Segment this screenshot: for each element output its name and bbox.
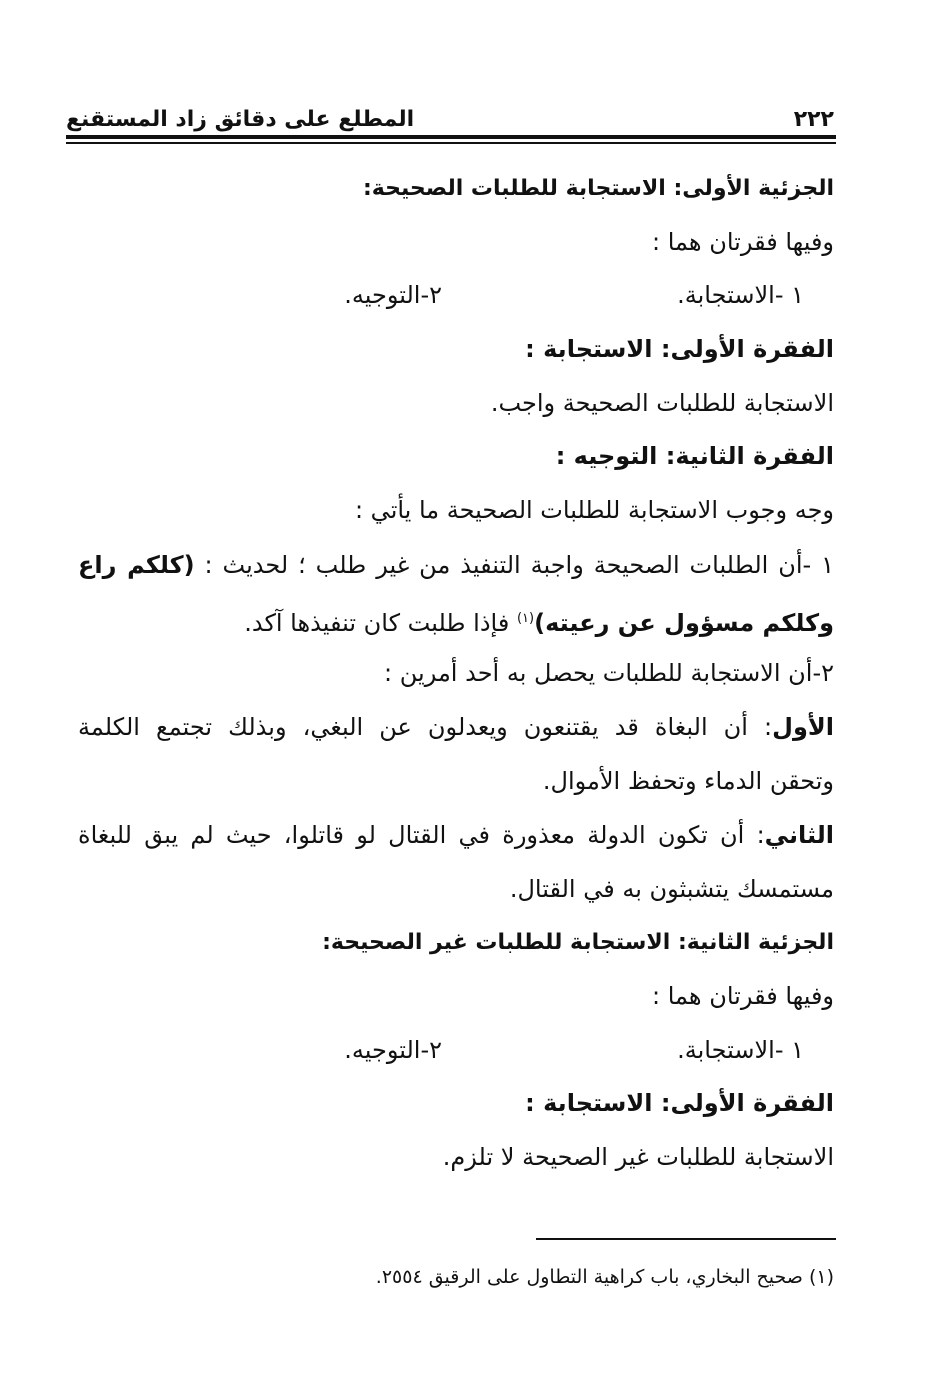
part1-item2: ٢-التوجيه.	[344, 281, 442, 309]
footnote-ref: (١)	[516, 611, 535, 626]
footnote: (١) صحيح البخاري، باب كراهية التطاول على الرقيق ٢٥٥٤.	[375, 1266, 834, 1288]
second-label: الثاني	[764, 821, 834, 849]
second-line2: مستمسك يتشبثون به في القتال.	[509, 875, 834, 903]
footnote-rule	[536, 1238, 836, 1240]
part1-intro: وفيها فقرتان هما :	[652, 228, 834, 256]
part1-para2-heading: الفقرة الثانية: التوجيه :	[555, 442, 834, 470]
point1-line2	[244, 602, 834, 640]
first-line1	[78, 710, 834, 744]
point1-line2-text: فإذا طلبت كان تنفيذها آكد.	[244, 609, 510, 637]
part2-para1-heading: الفقرة الأولى: الاستجابة :	[525, 1089, 834, 1117]
running-title: المطلع على دقائق زاد المستقنع	[66, 107, 415, 132]
first-text: : أن البغاة قد يقتنعون ويعدلون عن البغي، وبذلك تجتمع الكلمة	[78, 713, 773, 741]
part2-heading: الجزئية الثانية: الاستجابة للطلبات غير الصحيحة:	[322, 930, 834, 955]
second-line1	[78, 818, 834, 852]
page-header	[66, 98, 834, 132]
second-text: : أن تكون الدولة معذورة في القتال لو قاتلوا، حيث لم يبق للبغاة	[78, 821, 765, 849]
part1-heading: الجزئية الأولى: الاستجابة للطلبات الصحيحة:	[362, 176, 834, 201]
point1-line1	[78, 548, 834, 582]
first-label: الأول	[772, 713, 834, 741]
page-number: ٢٢٢	[793, 107, 834, 132]
point1-line1-text: ١ -أن الطلبات الصحيحة واجبة التنفيذ من غير طلب ؛ لحديث :	[204, 551, 834, 579]
part1-para1-heading: الفقرة الأولى: الاستجابة :	[525, 335, 834, 363]
part2-item2: ٢-التوجيه.	[344, 1036, 442, 1064]
part1-para2-intro: وجه وجوب الاستجابة للطلبات الصحيحة ما يأتي :	[354, 496, 834, 524]
part1-para1-text: الاستجابة للطلبات الصحيحة واجب.	[490, 389, 834, 417]
part2-item1: ١ -الاستجابة.	[677, 1036, 804, 1064]
point2-intro: ٢-أن الاستجابة للطلبات يحصل به أحد أمرين :	[384, 659, 834, 687]
header-rule-thick	[66, 135, 836, 139]
part1-item1: ١ -الاستجابة.	[677, 281, 804, 309]
first-line2: وتحقن الدماء وتحفظ الأموال.	[542, 767, 834, 795]
part2-para1-text: الاستجابة للطلبات غير الصحيحة لا تلزم.	[442, 1143, 834, 1171]
part2-intro: وفيها فقرتان هما :	[652, 982, 834, 1010]
hadith-end: وكلكم مسؤول عن رعيته)	[534, 609, 834, 637]
header-rule-thin	[66, 142, 836, 144]
hadith-start: (كلكم راع	[78, 551, 195, 579]
